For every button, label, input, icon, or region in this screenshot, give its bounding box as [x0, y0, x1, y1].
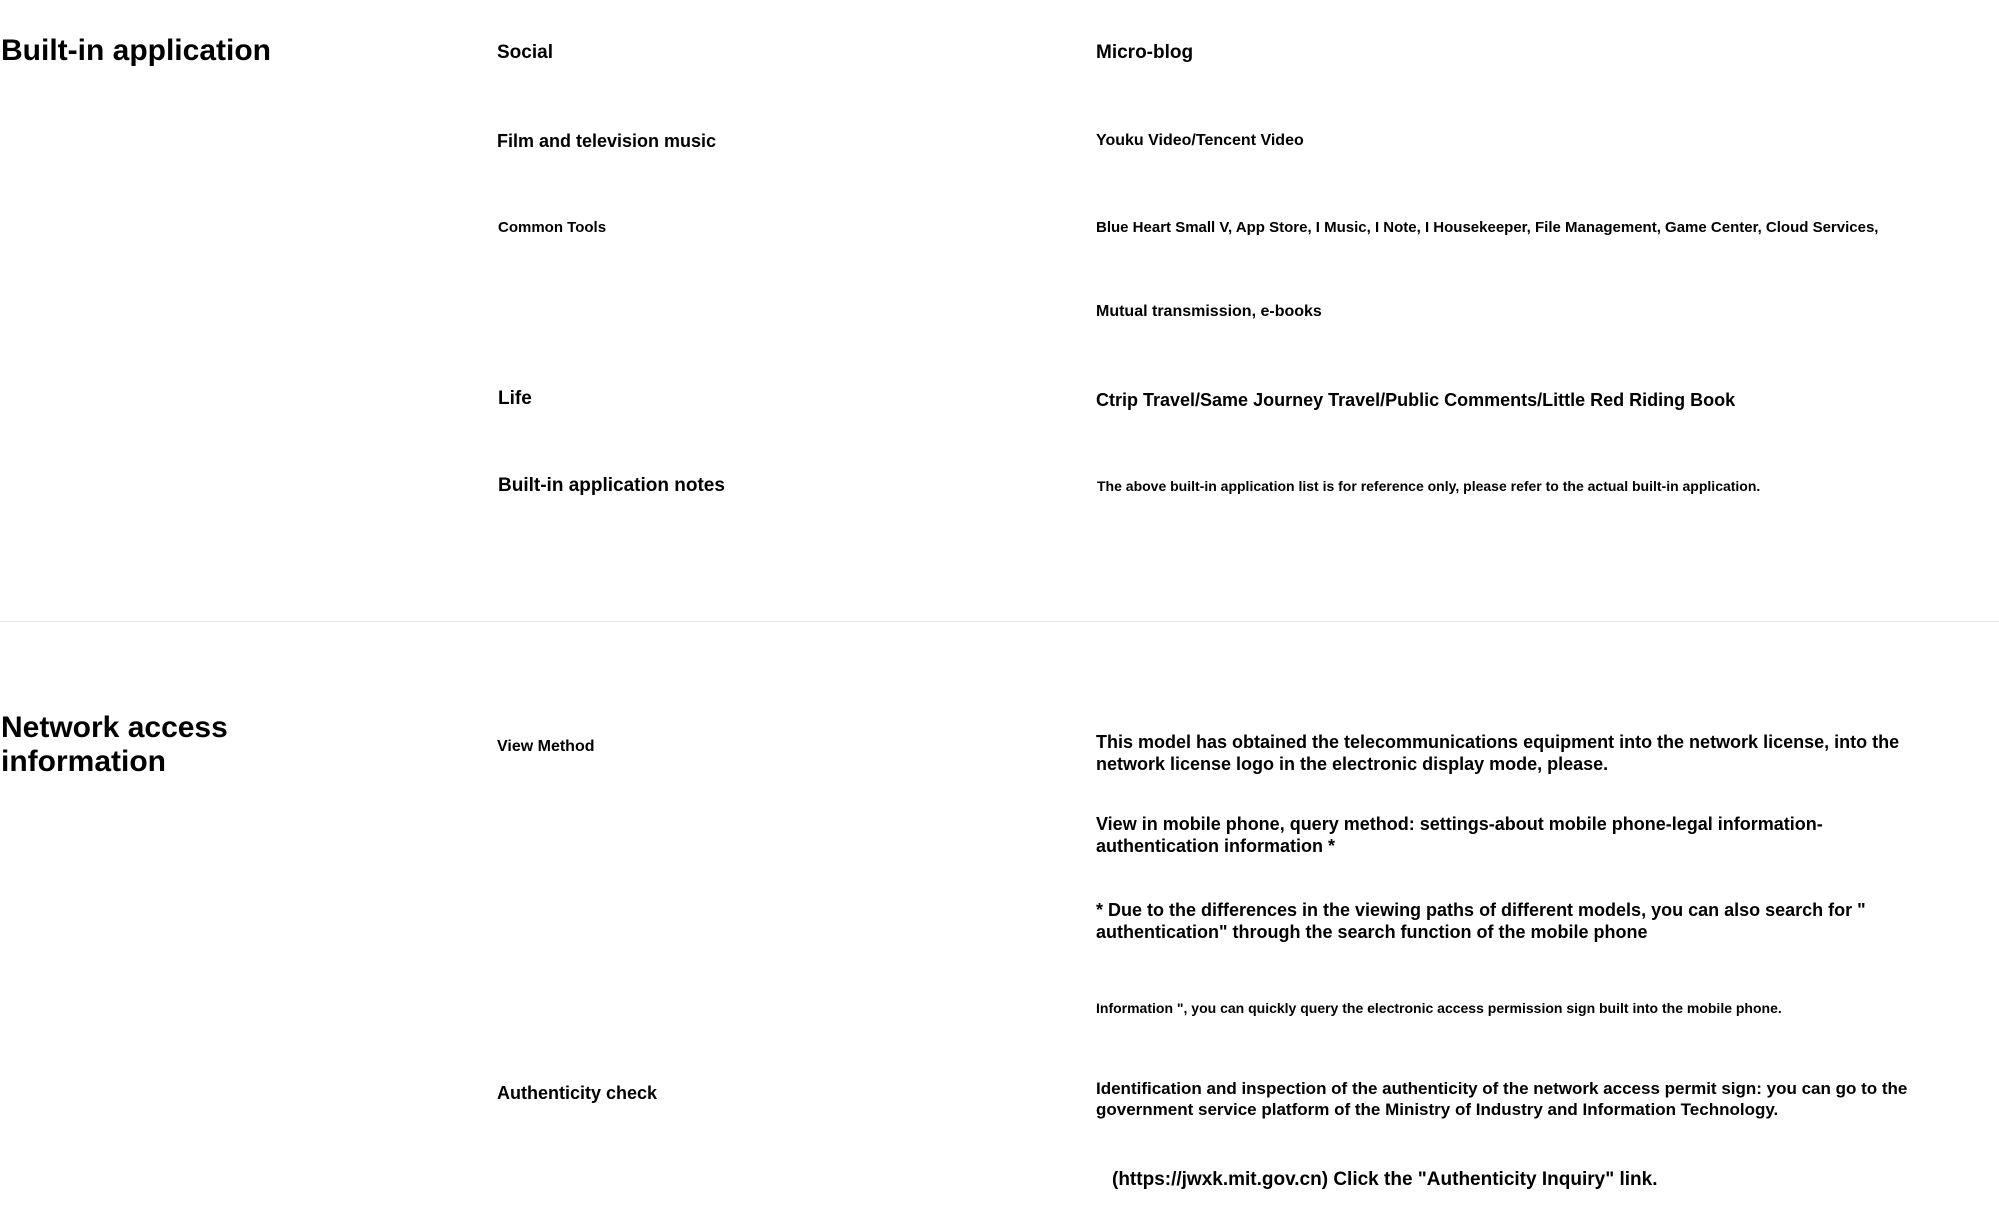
authenticity-label: Authenticity check [497, 1083, 658, 1103]
row-label-notes: Built-in application notes [498, 475, 725, 496]
row-label-common-tools: Common Tools [498, 219, 607, 236]
row-value-film-music: Youku Video/Tencent Video [1096, 132, 1304, 149]
section-divider [0, 621, 1999, 622]
row-label-life: Life [498, 388, 532, 409]
row-label-film-music: Film and television music [497, 131, 717, 151]
row-label-social: Social [497, 42, 553, 63]
view-method-line-2: View in mobile phone, query method: settings-about mobile phone-legal information-authentication information * [1096, 814, 1823, 856]
builtin-section-title: Built-in application [1, 34, 271, 67]
authenticity-line-1: Identification and inspection of the authenticity of the network access permit sign: you can go to the government service platform of the Ministry of Industry and Information Technology. [1096, 1079, 1908, 1119]
network-section-title: Network access information [1, 711, 228, 778]
view-method-label: View Method [497, 738, 595, 755]
row-value-social: Micro-blog [1096, 42, 1194, 63]
authenticity-link-line: (https://jwxk.mit.gov.cn) Click the "Authenticity Inquiry" link. [1112, 1169, 1658, 1190]
view-method-line-3: * Due to the differences in the viewing paths of different models, you can also search for " authentication" through the search function of the mobile phone [1096, 900, 1866, 942]
row-value-life: Ctrip Travel/Same Journey Travel/Public Comments/Little Red Riding Book [1096, 390, 1736, 410]
view-method-line-1: This model has obtained the telecommunications equipment into the network license, into the network license logo in the electronic display mode, please. [1096, 732, 1900, 774]
view-method-line-4: Information ", you can quickly query the electronic access permission sign built into the mobile phone. [1096, 1000, 1782, 1016]
row-value-notes: The above built-in application list is for reference only, please refer to the actual built-in application. [1097, 478, 1761, 494]
row-value-common-tools-cont: Mutual transmission, e-books [1096, 303, 1322, 320]
row-value-common-tools: Blue Heart Small V, App Store, I Music, I Note, I Housekeeper, File Management, Game Center, Cloud Services, [1096, 219, 1879, 236]
